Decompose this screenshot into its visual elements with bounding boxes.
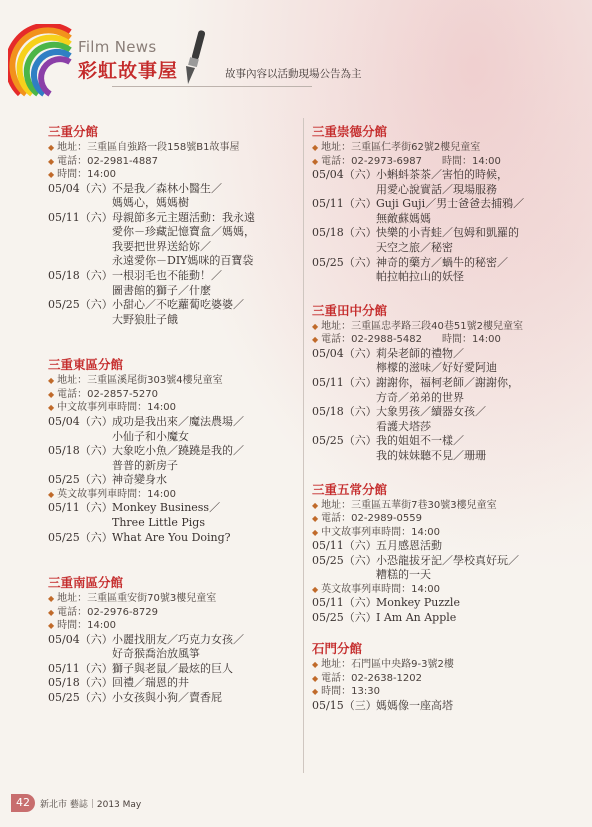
branch-info [48, 155, 328, 169]
event-title: 回禮／瑞恩的井 [112, 676, 189, 690]
info-text: 電話：02-2976-8729 [57, 606, 158, 618]
info-text: 電話：02-2973-6987 時間：14:00 [321, 155, 501, 167]
branch-name: 三重崇德分館 [312, 124, 388, 139]
event-title: 無敵蘇媽媽 [376, 211, 431, 225]
info-text: 電話：02-2989-0559 [321, 513, 422, 524]
event-date: 05/04（六） [48, 181, 113, 195]
bullet-icon: ◆ [312, 156, 319, 166]
bullet-icon: ◆ [48, 594, 55, 604]
event-title: 看護犬塔莎 [376, 419, 431, 433]
info-text: 地址：三重區忠孝路三段40巷51號2樓兒童室 [321, 320, 523, 332]
info-text: 電話：02-2981-4887 [57, 155, 158, 167]
event-row [48, 269, 328, 284]
film-news-label: Film News [78, 38, 157, 56]
bullet-icon: ◆ [312, 527, 319, 537]
branch-name: 三重東區分館 [48, 357, 124, 373]
event-date: 05/11（六） [312, 596, 377, 610]
info-text: 時間：14:00 [57, 620, 116, 632]
event-row [312, 449, 592, 464]
info-text: 時間：14:00 [57, 169, 116, 180]
event-row [312, 270, 592, 285]
bullet-icon: ◆ [48, 156, 55, 166]
event-date: 05/11（六） [48, 661, 113, 675]
branch-info [312, 526, 592, 540]
event-title: 神奇變身水 [112, 473, 167, 487]
branch-info [48, 141, 328, 155]
branch-section [312, 124, 592, 285]
bullet-icon: ◆ [48, 607, 55, 617]
rainbow-logo-icon [8, 24, 78, 104]
subtitle-note: 故事內容以活動現場公告為主 [225, 68, 362, 80]
event-title: 我要把世界送給妳／ [112, 239, 211, 253]
branch-info [48, 168, 328, 182]
branch-info [312, 155, 592, 169]
branch-section [48, 124, 328, 327]
event-title: 我的姐姐不一樣／ [376, 434, 464, 448]
event-date: 05/11（六） [48, 210, 113, 224]
event-title: 好奇猴喬治放風箏 [112, 647, 200, 661]
event-title: 天空之旅／秘密 [376, 240, 453, 254]
event-date: 05/18（六） [312, 226, 377, 240]
branch-name: 三重南區分館 [48, 575, 124, 591]
event-date: 05/25（六） [312, 255, 377, 269]
event-row [312, 212, 592, 227]
bullet-icon: ◆ [312, 143, 319, 152]
event-row [312, 226, 592, 241]
branch-section [312, 303, 592, 464]
event-row [312, 168, 592, 183]
event-title: 帕拉帕拉山的妖怪 [376, 270, 464, 284]
event-title: I Am An Apple [376, 610, 457, 624]
header-rule [112, 86, 312, 87]
info-text: 英文故事列車時間：14:00 [321, 583, 440, 595]
event-row [48, 240, 328, 255]
branch-info [312, 499, 592, 513]
event-row [312, 596, 592, 611]
info-text: 電話：02-2638-1202 [321, 672, 422, 684]
branch-section [48, 575, 328, 705]
event-row [48, 415, 328, 430]
bullet-icon: ◆ [312, 321, 319, 331]
info-text: 地址：三重區仁孝街62號2樓兒童室 [321, 142, 481, 153]
event-title: 母親節多元主題活動：我永遠 [112, 210, 255, 224]
branch-info [48, 592, 328, 606]
bullet-icon: ◆ [312, 687, 319, 697]
branch-section [312, 641, 592, 713]
event-row [48, 531, 328, 546]
event-date: 05/11（六） [312, 197, 377, 211]
branch-info [48, 619, 328, 633]
event-date: 05/11（六） [48, 501, 113, 515]
event-row [312, 376, 592, 391]
event-row [312, 256, 592, 271]
event-date: 05/25（六） [48, 473, 113, 487]
event-row [312, 347, 592, 362]
event-title: Guji Guji／男士爸爸去捕鴉／ [376, 197, 525, 211]
bullet-icon: ◆ [312, 500, 319, 510]
page-number: 42 [11, 794, 35, 812]
branch-section [312, 482, 592, 626]
info-text: 地址：三重區重安街70號3樓兒童室 [57, 593, 217, 605]
event-title: 小恐龍拔牙記／學校真好玩／ [376, 553, 519, 567]
event-date: 05/25（六） [312, 553, 377, 567]
info-text: 地址：三重區五華街7巷30號3樓兒童室 [321, 499, 497, 511]
info-text: 地址：石門區中央路9-3號2樓 [321, 659, 454, 671]
branch-name: 三重田中分館 [312, 302, 388, 318]
column-title: 彩虹故事屋 [78, 60, 179, 82]
event-title: 愛你－珍藏記憶寶盒／媽媽， [112, 225, 255, 239]
event-row [48, 430, 328, 445]
event-title: 謝謝你，福柯老師／謝謝你， [376, 375, 519, 389]
bullet-icon: ◆ [48, 489, 55, 499]
event-title: Three Little Pigs [112, 516, 205, 529]
event-date: 05/25（六） [48, 298, 113, 312]
branch-info [48, 401, 328, 415]
event-date: 05/25（六） [48, 530, 113, 544]
event-row [312, 434, 592, 449]
branch-info [312, 141, 592, 155]
event-row [312, 568, 592, 583]
branch-info [48, 606, 328, 620]
event-row [312, 405, 592, 420]
event-title: 我的妹妹聽不見／珊珊 [376, 448, 486, 462]
event-row [48, 662, 328, 677]
info-text: 地址：三重區自強路一段158號B1故事屋 [57, 142, 240, 153]
event-title: Monkey Puzzle [376, 596, 460, 610]
event-date: 05/11（六） [312, 539, 377, 552]
branch-info [312, 658, 592, 672]
bullet-icon: ◆ [48, 621, 55, 631]
branch-info [48, 488, 328, 502]
info-text: 時間：13:30 [321, 686, 380, 698]
event-row [48, 284, 328, 299]
bullet-icon: ◆ [312, 584, 319, 594]
event-row [48, 298, 328, 313]
event-title: 永遠愛你－DIY媽咪的百寶袋 [112, 254, 254, 268]
event-title: 大野狼肚子餓 [112, 312, 178, 326]
event-row [48, 633, 328, 648]
event-title: 普普的新房子 [112, 458, 178, 472]
event-title: 獅子與老鼠／最炫的巨人 [112, 661, 233, 675]
event-row [48, 691, 328, 706]
left-column [48, 124, 328, 706]
event-title: 檸檬的滋味／好好愛阿迪 [376, 361, 497, 375]
event-row [48, 196, 328, 211]
branch-info [312, 320, 592, 334]
branch-info [312, 512, 592, 526]
event-row [48, 182, 328, 197]
event-title: 小仙子和小魔女 [112, 429, 189, 443]
info-text: 中文故事列車時間：14:00 [321, 526, 440, 538]
event-title: 媽媽心，媽媽樹 [112, 196, 189, 210]
event-title: 方奇／弟弟的世界 [376, 390, 464, 404]
info-text: 英文故事列車時間：14:00 [57, 488, 176, 500]
event-date: 05/04（六） [312, 346, 377, 360]
event-row [48, 516, 328, 531]
event-date: 05/18（六） [312, 405, 377, 419]
event-date: 05/04（六） [48, 414, 113, 428]
event-date: 05/11（六） [312, 375, 377, 389]
event-date: 05/18（六） [48, 269, 113, 283]
event-title: 用愛心說實話／現場服務 [376, 182, 497, 196]
event-title: 圖書館的獅子／什麼 [112, 283, 211, 297]
event-row [312, 420, 592, 435]
bullet-icon: ◆ [48, 376, 55, 386]
branch-section [48, 357, 328, 545]
info-text: 電話：02-2988-5482 時間：14:00 [321, 334, 501, 346]
branch-name: 石門分館 [312, 641, 363, 657]
event-title: 五月感恩活動 [376, 539, 442, 552]
event-row [48, 444, 328, 459]
event-title: 小麗找朋友／巧克力女孩／ [112, 632, 244, 646]
bullet-icon: ◆ [312, 673, 319, 683]
event-row [48, 501, 328, 516]
branch-info [312, 672, 592, 686]
event-row [48, 647, 328, 662]
event-row [48, 211, 328, 226]
event-date: 05/18（六） [48, 676, 113, 690]
bullet-icon: ◆ [312, 660, 319, 670]
bullet-icon: ◆ [48, 403, 55, 413]
branch-info [48, 374, 328, 388]
event-row [312, 554, 592, 569]
footer-text: 新北市 藝誌｜2013 May [40, 800, 142, 810]
bullet-icon: ◆ [312, 335, 319, 345]
event-title: 莉朵老師的禮物／ [376, 346, 464, 360]
branch-name: 三重分館 [48, 124, 99, 139]
event-date: 05/25（六） [48, 691, 113, 705]
event-title: 媽媽像一座高塔 [376, 698, 453, 712]
event-title: 大象男孩／續器女孩／ [376, 405, 486, 419]
branch-info [48, 388, 328, 402]
event-row [312, 183, 592, 198]
event-row [312, 361, 592, 376]
event-row [312, 197, 592, 212]
event-row [48, 254, 328, 269]
event-date: 05/04（六） [312, 168, 377, 181]
event-title: 大象吃小魚／蹺蹺是我的／ [112, 444, 244, 458]
info-text: 電話：02-2857-5270 [57, 388, 158, 400]
branch-info [312, 333, 592, 347]
event-title: 糟糕的一天 [376, 568, 431, 582]
branch-info [312, 685, 592, 699]
event-row [48, 459, 328, 474]
bullet-icon: ◆ [48, 143, 55, 152]
bullet-icon: ◆ [312, 514, 319, 523]
right-column [312, 124, 592, 714]
event-title: 一根羽毛也不能動！／ [112, 269, 222, 283]
event-title: 快樂的小青蛙／包姆和凱羅的 [376, 226, 519, 240]
event-row [312, 539, 592, 554]
event-title: 小女孩與小狗／賣香屁 [112, 691, 222, 705]
bullet-icon: ◆ [48, 389, 55, 399]
event-title: 成功是我出來／魔法農場／ [112, 414, 244, 428]
event-row [48, 673, 328, 691]
branch-name: 三重五常分館 [312, 481, 388, 497]
info-text: 中文故事列車時間：14:00 [57, 402, 176, 414]
event-date: 05/25（六） [312, 434, 377, 448]
info-text: 地址：三重區溪尾街303號4樓兒童室 [57, 375, 223, 387]
event-row [48, 225, 328, 240]
branch-info [312, 583, 592, 597]
event-date: 05/15（三） [312, 698, 377, 712]
event-date: 05/25（六） [312, 610, 377, 624]
event-title: 小甜心／不吃蘿蔔吃婆婆／ [112, 298, 244, 312]
event-row [312, 699, 592, 714]
event-title: 神奇的藥方／蝸牛的秘密／ [376, 255, 508, 269]
event-row [48, 313, 328, 328]
event-row [312, 611, 592, 626]
paintbrush-icon [178, 28, 210, 86]
event-date: 05/04（六） [48, 632, 113, 646]
event-title: Monkey Business／ [112, 501, 221, 515]
bullet-icon: ◆ [48, 170, 55, 179]
event-row [312, 241, 592, 256]
event-title: What Are You Doing? [112, 530, 231, 544]
event-row [48, 473, 328, 488]
event-row [312, 391, 592, 406]
event-date: 05/18（六） [48, 444, 113, 458]
event-title: 小蝌蚪茶茶／害怕的時候， [376, 168, 508, 181]
event-title: 不是我／森林小醫生／ [112, 181, 222, 195]
